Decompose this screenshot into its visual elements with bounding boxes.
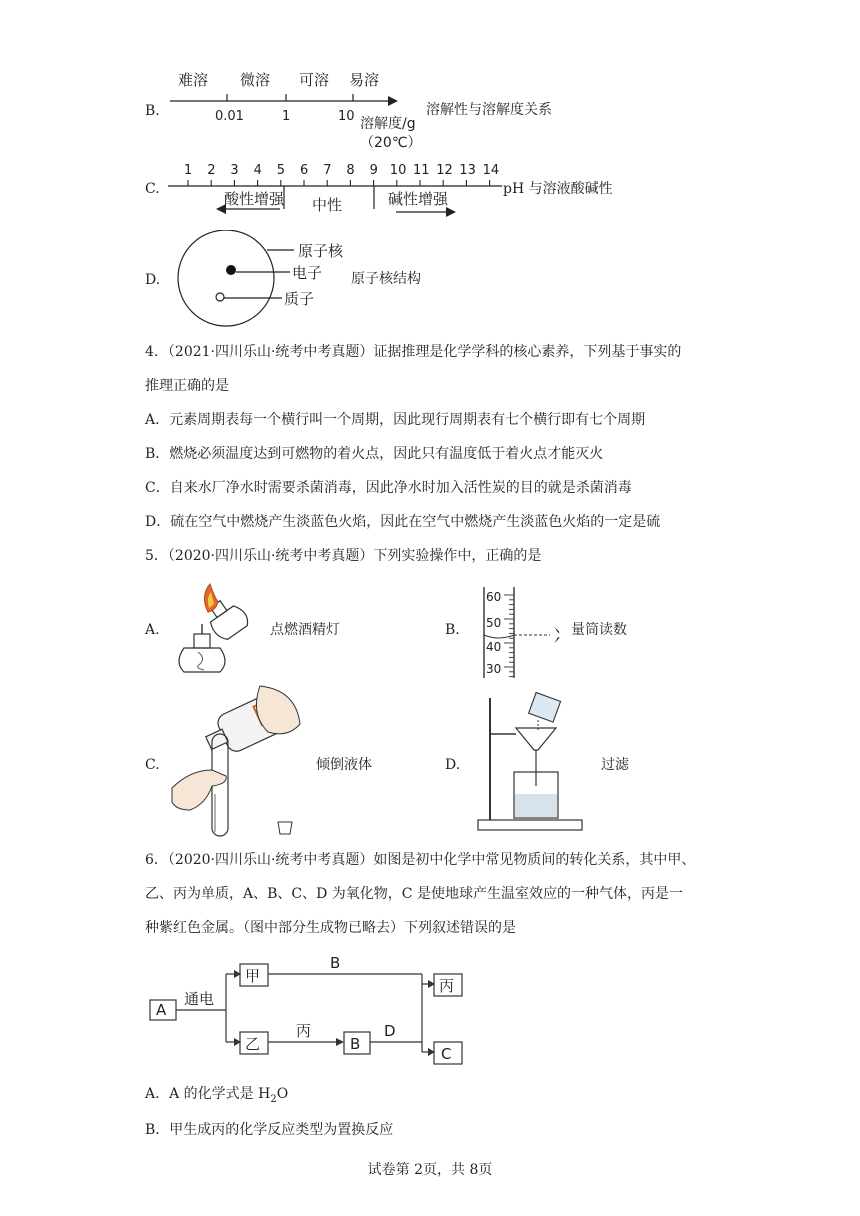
q6-stem-line3: 种紫红色金属。（图中部分生成物已略去）下列叙述错误的是 <box>145 920 516 936</box>
q3-option-c-letter: C. <box>145 181 160 197</box>
q3-option-b-letter: B. <box>145 103 160 119</box>
q6-option-a-prefix: A．A 的化学式是 H <box>145 1086 271 1102</box>
ph-number: 6 <box>300 163 309 178</box>
ph-number: 13 <box>459 163 476 178</box>
box-bing-label: 丙 <box>439 977 455 995</box>
q4-option-d: D．硫在空气中燃烧产生淡蓝色火焰，因此在空气中燃烧产生淡蓝色火焰的一定是硫 <box>145 514 661 530</box>
solubility-diagram <box>160 62 430 152</box>
ph-number: 8 <box>346 163 355 178</box>
q5-option-a-letter: A. <box>145 622 160 638</box>
q5-option-a-caption: 点燃酒精灯 <box>270 622 340 638</box>
q4-option-b: B．燃烧必须温度达到可燃物的着火点，因此只有温度低于着火点才能灭火 <box>145 446 604 462</box>
q5-option-d-letter: D. <box>445 757 461 773</box>
box-B-label: B <box>350 1035 361 1053</box>
q5-stem: 5．（2020·四川乐山·统考中考真题）下列实验操作中，正确的是 <box>145 548 542 564</box>
cylinder-mark-50: 50 <box>486 616 502 630</box>
box-A-label: A <box>156 1001 167 1019</box>
box-yi-label: 乙 <box>245 1035 261 1053</box>
ph-scale-diagram <box>160 154 505 218</box>
ph-number: 11 <box>413 163 430 178</box>
solubility-axis-label: 溶解度/g <box>360 116 416 132</box>
solubility-label-2: 微溶 <box>240 71 271 89</box>
pouring-liquid-illustration <box>170 684 310 840</box>
ph-number: 12 <box>436 163 453 178</box>
box-jia-label: 甲 <box>245 967 261 985</box>
solubility-label-3: 可溶 <box>299 71 330 89</box>
solubility-tick-1: 0.01 <box>215 109 244 124</box>
cylinder-mark-60: 60 <box>486 590 502 604</box>
q4-option-c: C．自来水厂净水时需要杀菌消毒，因此净水时加入活性炭的目的就是杀菌消毒 <box>145 480 632 496</box>
q5-option-b-letter: B. <box>445 622 460 638</box>
filtration-illustration <box>476 690 586 832</box>
arrow-label-D: D <box>384 1022 396 1040</box>
atom-label-proton: 质子 <box>284 290 315 308</box>
solubility-tick-2: 1 <box>282 109 291 124</box>
q4-option-a: A．元素周期表每一个横行叫一个周期，因此现行周期表有七个横行即有七个周期 <box>145 412 646 428</box>
q6-option-a <box>145 1084 288 1110</box>
q6-option-a-subscript: 2 <box>270 1093 277 1105</box>
arrow-label-bing: 丙 <box>296 1022 312 1040</box>
ph-number: 3 <box>230 163 239 178</box>
ph-neutral-label: 中性 <box>312 196 343 214</box>
ph-acid-label: 酸性增强 <box>224 190 285 208</box>
arrow-label-tongdian: 通电 <box>184 990 215 1008</box>
q5-option-d-caption: 过滤 <box>601 757 629 773</box>
q5-option-c-letter: C. <box>145 757 160 773</box>
ph-number: 9 <box>369 163 378 178</box>
q6-stem-line2: 乙、丙为单质，A、B、C、D 为氧化物，C 是使地球产生温室效应的一种气体，丙是一 <box>145 886 683 902</box>
cylinder-mark-30: 30 <box>486 662 502 676</box>
page-footer: 试卷第 2页，共 8页 <box>367 1162 493 1178</box>
cylinder-mark-40: 40 <box>486 640 502 654</box>
q6-stem-line1: 6．（2020·四川乐山·统考中考真题）如图是初中化学中常见物质间的转化关系，其中甲、 <box>145 852 696 868</box>
alcohol-lamp-illustration <box>170 582 265 682</box>
q4-stem-line1: 4．（2021·四川乐山·统考中考真题）证据推理是化学学科的核心素养，下列基于事实的 <box>145 344 682 360</box>
arrow-label-B: B <box>330 954 341 972</box>
conversion-diagram <box>146 950 466 1070</box>
atom-label-nucleus: 原子核 <box>298 242 344 260</box>
ph-number: 1 <box>184 163 193 178</box>
ph-number: 10 <box>389 163 407 178</box>
q5-option-b-caption: 量筒读数 <box>571 622 627 638</box>
graduated-cylinder-illustration <box>470 585 580 680</box>
q3-option-d-caption: 原子核结构 <box>351 271 421 287</box>
q6-option-a-suffix: O <box>276 1086 289 1102</box>
solubility-label-4: 易溶 <box>349 71 380 89</box>
ph-number: 14 <box>482 163 500 178</box>
q6-option-b: B．甲生成丙的化学反应类型为置换反应 <box>145 1122 394 1138</box>
atom-structure-diagram <box>170 230 355 330</box>
ph-number: 4 <box>253 163 262 178</box>
ph-number: 2 <box>207 163 216 178</box>
q3-option-c-caption: pH 与溶液酸碱性 <box>503 181 613 197</box>
ph-number: 7 <box>323 163 332 178</box>
solubility-axis-sublabel: （20℃） <box>360 135 422 151</box>
solubility-tick-3: 10 <box>338 109 355 124</box>
ph-base-label: 碱性增强 <box>388 190 449 208</box>
solubility-label-1: 难溶 <box>178 71 209 89</box>
q3-option-b-caption: 溶解性与溶解度关系 <box>426 102 552 118</box>
q5-option-c-caption: 倾倒液体 <box>316 757 372 773</box>
atom-label-electron: 电子 <box>292 264 323 282</box>
box-C-label: C <box>441 1045 452 1063</box>
q3-option-d-letter: D. <box>145 272 161 288</box>
ph-number: 5 <box>276 163 286 178</box>
q4-stem-line2: 推理正确的是 <box>145 378 229 394</box>
